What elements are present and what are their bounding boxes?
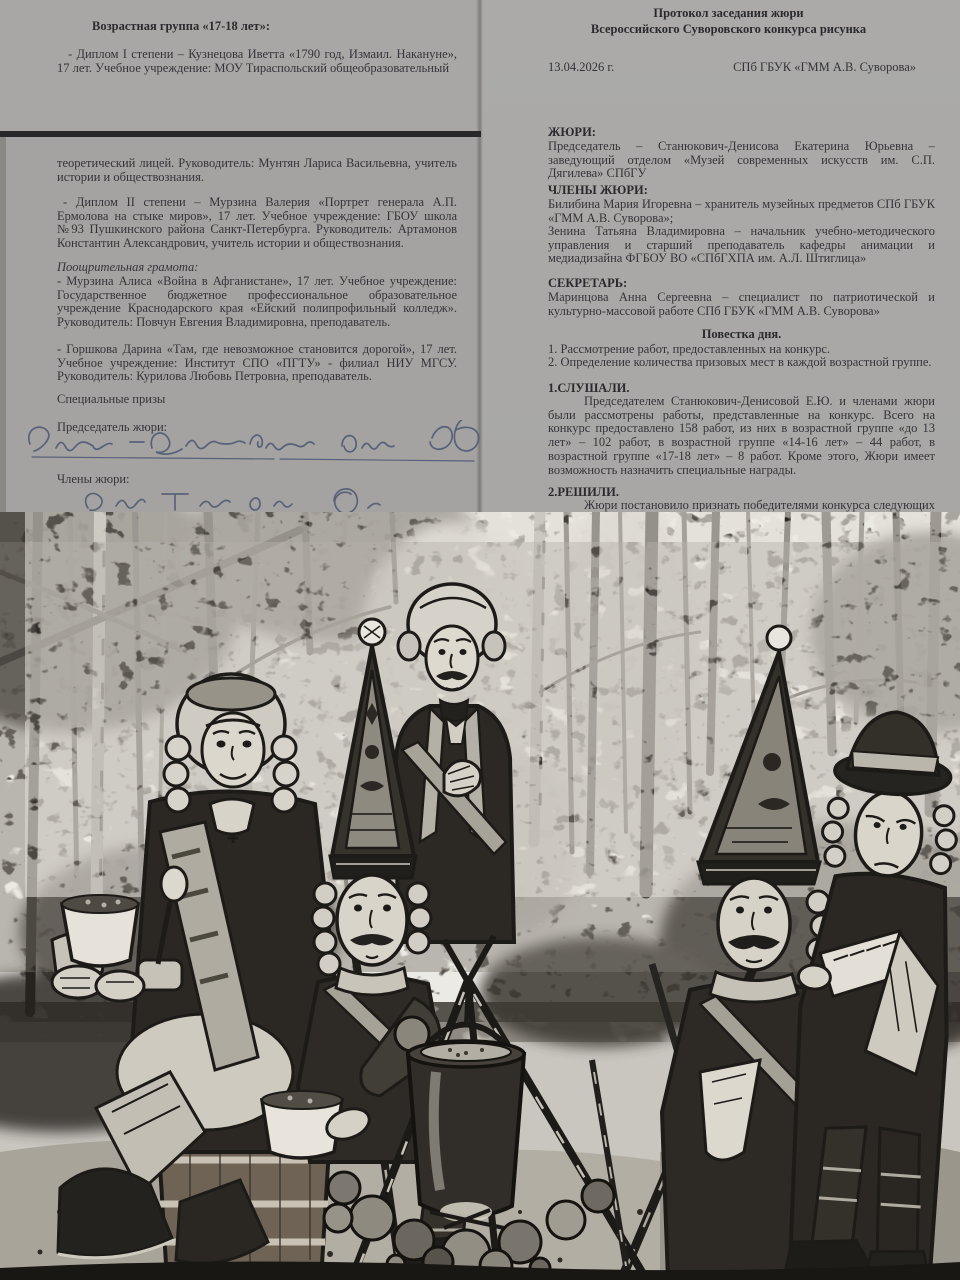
chairman-signature	[12, 420, 512, 468]
resolved-text: Жюри постановило признать победителями конкурса следующих	[584, 498, 935, 512]
contest-artwork-svg	[0, 512, 960, 1280]
diploma-1-text: - Диплом I степени – Кузнецова Иветта «1790 год, Измаил. Накануне», 17 лет. Учебное учреждение: МОУ Тираспольский общеобразовательный	[57, 47, 457, 75]
encouragement-1-text: - Мурзина Алиса «Война в Афганистане», 17 лет. Учебное учреждение: Государственное бюджетное профессиональное образовательное учреждение Краснодарского края «Ейский полипрофильный колледж». Руководитель: Повчун Евгения Владимировна, преподаватель.	[57, 274, 457, 330]
secretary-text: Маринцова Анна Сергеевна – специалист по патриотической и культурно-массовой работе СПб ГБУК «ГММ А.В. Суворова»	[548, 290, 935, 318]
agenda-heading: Повестка дня.	[701, 327, 782, 341]
protocol-organization: СПб ГБУК «ГММ А.В. Суворова»	[733, 60, 916, 74]
protocol-title-line1: Протокол заседания жюри	[653, 6, 804, 20]
encouragement-2-text: - Горшкова Дарина «Там, где невозможное становится дорогой», 17 лет. Учебное учреждение: Институт СПО «ПГТУ» - филиал НИУ МГСУ. Руководитель: Курилова Любовь Петровна, преподаватель.	[57, 342, 457, 384]
page-edge-shadow	[0, 137, 6, 512]
protocol-title-line2: Всероссийского Суворовского конкурса рисунка	[590, 22, 867, 36]
jury-heading: ЖЮРИ:	[548, 125, 596, 139]
diploma-1-continuation: теоретический лицей. Руководитель: Мунтян Лариса Васильевна, учитель истории и обществознания.	[57, 156, 457, 184]
left-page-fragment-1	[0, 0, 480, 131]
special-prizes-label: Специальные призы	[57, 392, 166, 406]
jury-members-heading: ЧЛЕНЫ ЖЮРИ:	[548, 183, 648, 197]
right-page-protocol	[481, 0, 960, 512]
jury-member-1: Билибина Мария Игоревна – хранитель музейных предметов СПб ГБУК «ГММ А.В. Суворова»;	[548, 197, 935, 225]
jury-chairman-text: Председатель – Станюкович-Денисова Екатерина Юрьевна – заведующий отделом «Музей современных искусств им. С.П. Дягилева» СПбГУ	[548, 139, 935, 181]
heard-heading: 1.СЛУШАЛИ.	[548, 381, 630, 395]
protocol-date: 13.04.2026 г.	[548, 60, 615, 74]
heard-text: Председателем Станюкович-Денисовой Е.Ю. и членами жюри были рассмотрены работы, представленные на конкурс. Всего на конкурс предоставлено 158 работ, из них в возрастной группе «до 13 лет» – 102 работ, в возрастной группе «14-16 лет» – 44 работ, в возрастной группе «17-18 лет» – 8 работ. Кроме этого, Жюри имеет возможность назначить специальные награды.	[548, 394, 935, 477]
agenda-item-2: 2. Определение количества призовых мест в каждой возрастной группе.	[548, 355, 932, 369]
secretary-heading: СЕКРЕТАРЬ:	[548, 276, 628, 290]
jury-members-label: Члены жюри:	[57, 472, 130, 486]
encouragement-heading: Поощрительная грамота:	[57, 260, 199, 274]
contest-artwork	[0, 512, 960, 1280]
jury-chairman-label: Председатель жюри:	[57, 420, 168, 434]
diploma-2-text: - Диплом II степени – Мурзина Валерия «Портрет генерала А.П. Ермолова на стыке миров», 17 лет. Учебное учреждение: ГБОУ школа №93 Пушкинского района Санкт-Петербурга. Руководитель: Артамонов Константин Александрович, учитель истории и обществознания.	[57, 195, 457, 251]
jury-member-2: Зенина Татьяна Владимировна – начальник учебно-методического управления и старший преподаватель кафедры анимации и медиадизайна ФГБОУ ВО «СПбГХПА им. А.Л. Штиглица»	[548, 224, 935, 266]
agenda-item-1: 1. Рассмотрение работ, предоставленных на конкурс.	[548, 342, 831, 356]
age-group-heading: Возрастная группа «17-18 лет»:	[92, 19, 270, 33]
resolved-heading: 2.РЕШИЛИ.	[548, 485, 619, 499]
page-divider-bar	[0, 131, 481, 137]
members-signature	[66, 486, 406, 512]
